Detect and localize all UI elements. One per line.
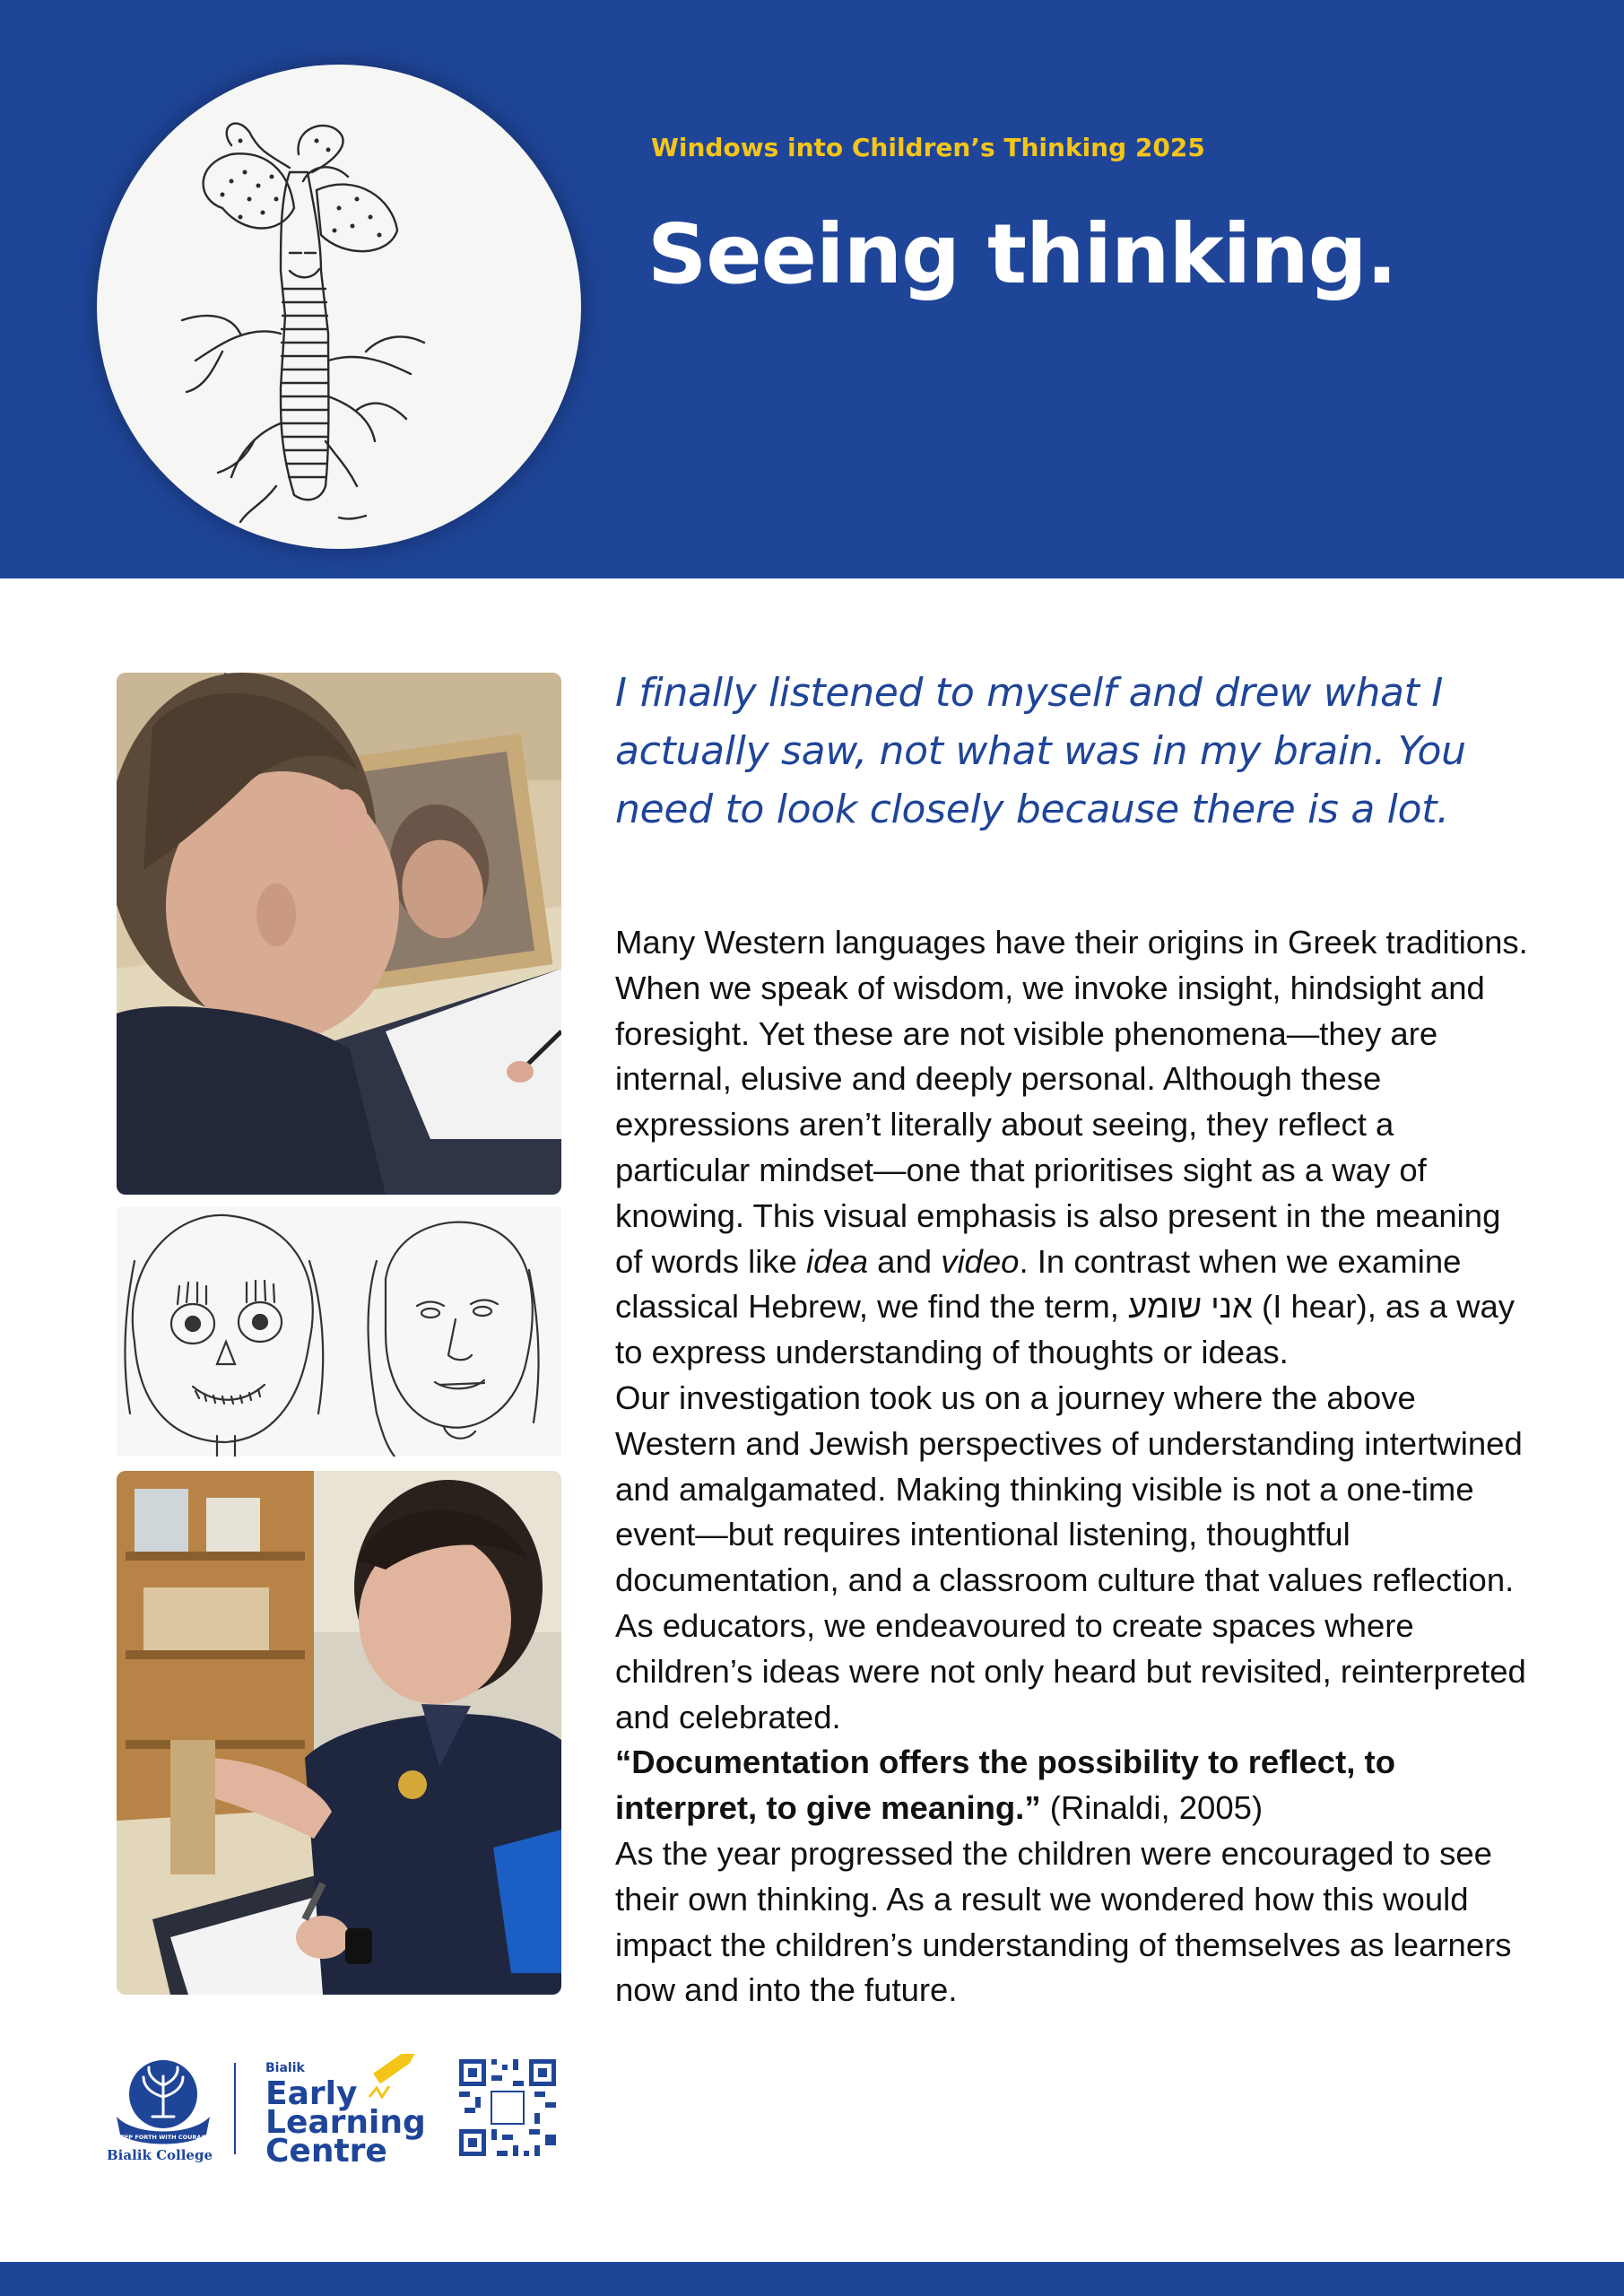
- featured-quote: I finally listened to myself and drew what I actually saw, not what was in my brain. You need to look closely because there is a lot.: [615, 670, 1466, 832]
- eyebrow-label: Windows into Children’s Thinking 2025: [651, 133, 1205, 162]
- header-banner: [0, 0, 1624, 578]
- paragraph-conclusion: As the year progressed the children were encouraged to see their own thinking. As a result we wondered how this would impact the children’s understanding of themselves as learners now and into the future.: [615, 1834, 1512, 2009]
- page-title: Seeing thinking.: [647, 206, 1397, 302]
- pencil-icon: [373, 2054, 420, 2083]
- svg-text:STEP FORTH WITH COURAGE: STEP FORTH WITH COURAGE: [116, 2134, 211, 2141]
- paragraph-languages: Many Western languages have their origins in Greek traditions. When we speak of wisdom, we invoke insight, hindsight and foresight. Yet these are not visible phenomena—they are internal, elusive and deeply personal. Although these expressions aren’t literally about seeing, they reflect a particular mindset—one that prioritises sight as a way of knowing. This visual emphasis is also present in the meaning of words like idea and video. In contrast when we examine classical Hebrew, we find the term, אני שומע (I hear), as a way to express understanding of thoughts or ideas.: [615, 924, 1528, 1371]
- paragraph-citation: “Documentation offers the possibility to reflect, to interpret, to give meaning.” (Rinaldi, 2005): [615, 1744, 1395, 1827]
- bialik-college-crest-icon: [108, 2060, 213, 2163]
- body-text: [615, 920, 1530, 2013]
- photo-face-drawings: [117, 1207, 561, 1457]
- svg-text:Learning: Learning: [265, 2104, 426, 2141]
- footer-bar: [0, 2262, 1624, 2296]
- child-drawing-circle: [97, 65, 581, 549]
- photo-child-drawing: [117, 1471, 561, 1995]
- photo-child-with-mirror: [117, 673, 561, 1195]
- plant-drawing-illustration: [97, 65, 581, 549]
- svg-text:Bialik: Bialik: [265, 2061, 305, 2075]
- svg-text:Bialik College: Bialik College: [108, 2147, 213, 2163]
- qr-code-icon: [459, 2059, 556, 2156]
- paragraph-investigation: Our investigation took us on a journey where the above Western and Jewish perspectives of understanding intertwined and amalgamated. Making thinking visible is not a one-time event—but requires intentional listening, thoughtful documentation, and a classroom culture that values reflection. As educators, we endeavoured to create spaces where children’s ideas were not only heard but revisited, reinterpreted and celebrated.: [615, 1378, 1526, 1735]
- svg-text:Early: Early: [265, 2075, 358, 2112]
- svg-text:Centre: Centre: [265, 2133, 387, 2170]
- hebrew-term: אני שומע: [1128, 1288, 1253, 1326]
- footer-logos: [108, 2054, 574, 2170]
